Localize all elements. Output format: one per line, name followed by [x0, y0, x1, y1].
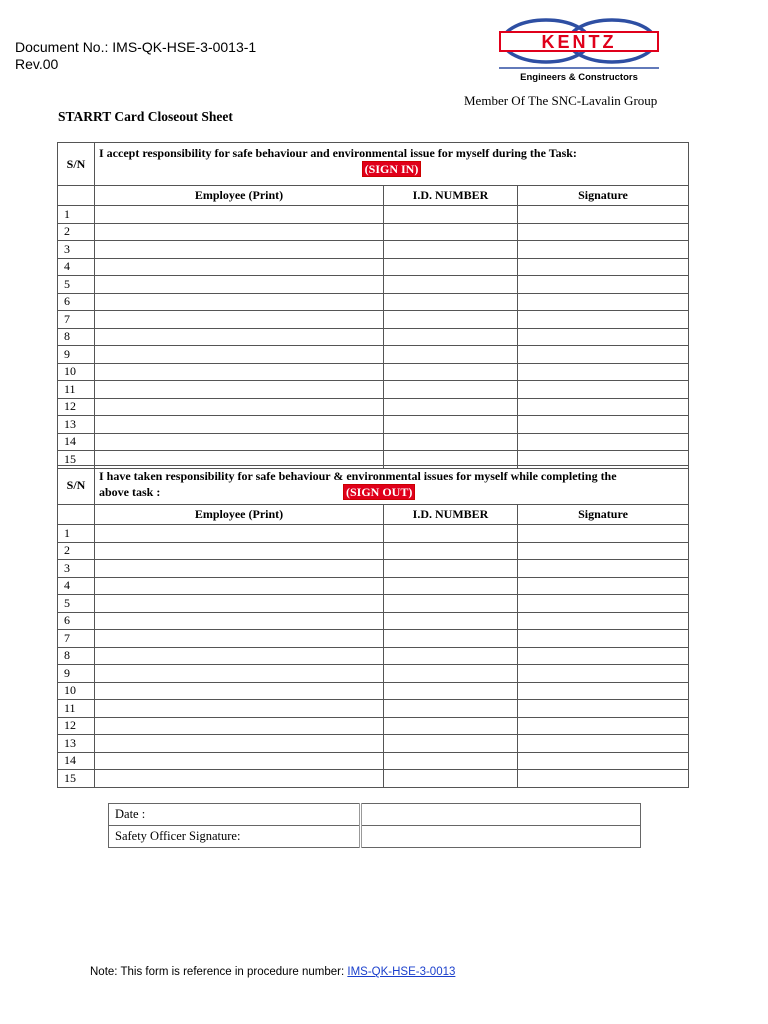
- employee-name-cell[interactable]: [95, 276, 384, 294]
- employee-name-cell[interactable]: [95, 595, 384, 613]
- employee-name-cell[interactable]: [95, 293, 384, 311]
- page-title: STARRT Card Closeout Sheet: [58, 109, 233, 124]
- signature-cell[interactable]: [518, 206, 689, 224]
- employee-name-cell[interactable]: [95, 525, 384, 543]
- table-row: [58, 293, 689, 311]
- employee-name-cell[interactable]: [95, 630, 384, 648]
- sign-in-statement: I accept responsibility for safe behaviour and environmental issue for myself during the Task:: [99, 146, 577, 160]
- id-number-cell[interactable]: [384, 682, 518, 700]
- id-number-cell[interactable]: [384, 647, 518, 665]
- sign-in-column-headers: [58, 186, 689, 206]
- id-number-cell[interactable]: [384, 223, 518, 241]
- table-row: [58, 560, 689, 578]
- id-number-cell[interactable]: [384, 398, 518, 416]
- employee-name-cell[interactable]: [95, 560, 384, 578]
- employee-name-cell[interactable]: [95, 700, 384, 718]
- table-row: [58, 752, 689, 770]
- table-row: [58, 717, 689, 735]
- signature-cell[interactable]: [518, 595, 689, 613]
- row-number: 15: [58, 770, 95, 788]
- table-row: [58, 612, 689, 630]
- id-number-cell[interactable]: [384, 630, 518, 648]
- table-row: [58, 398, 689, 416]
- table-row: [58, 700, 689, 718]
- id-number-cell[interactable]: [384, 206, 518, 224]
- table-row: [58, 682, 689, 700]
- signature-cell[interactable]: [518, 223, 689, 241]
- document-info: [15, 39, 256, 73]
- signature-cell[interactable]: [518, 542, 689, 560]
- id-number-cell[interactable]: [384, 293, 518, 311]
- signature-cell[interactable]: [518, 647, 689, 665]
- signature-cell[interactable]: [518, 630, 689, 648]
- table-row: [58, 223, 689, 241]
- id-number-cell[interactable]: [384, 665, 518, 683]
- signature-cell[interactable]: [518, 363, 689, 381]
- employee-name-cell[interactable]: [95, 717, 384, 735]
- id-number-cell[interactable]: [384, 328, 518, 346]
- employee-header: Employee (Print): [95, 505, 384, 525]
- signature-cell[interactable]: [518, 752, 689, 770]
- safety-officer-row: [109, 826, 641, 848]
- employee-name-cell[interactable]: [95, 665, 384, 683]
- id-number-cell[interactable]: [384, 612, 518, 630]
- sign-in-badge: (SIGN IN): [362, 161, 422, 177]
- signature-cell[interactable]: [518, 398, 689, 416]
- table-row: [58, 770, 689, 788]
- closeout-signature-table: [108, 803, 641, 848]
- table-row: [58, 363, 689, 381]
- table-row: [58, 346, 689, 364]
- row-number: 12: [58, 717, 95, 735]
- safety-officer-signature-label: Safety Officer Signature:: [109, 826, 361, 848]
- employee-name-cell[interactable]: [95, 433, 384, 451]
- row-number: 15: [58, 451, 95, 469]
- id-number-cell[interactable]: [384, 525, 518, 543]
- id-number-cell[interactable]: [384, 381, 518, 399]
- row-number: 11: [58, 381, 95, 399]
- sign-in-rows: [58, 206, 689, 469]
- date-field[interactable]: [361, 804, 641, 826]
- id-number-cell[interactable]: [384, 241, 518, 259]
- footer-note: [90, 966, 455, 978]
- employee-name-cell[interactable]: [95, 328, 384, 346]
- table-row: [58, 258, 689, 276]
- row-number: 5: [58, 595, 95, 613]
- row-number: 2: [58, 542, 95, 560]
- signature-cell[interactable]: [518, 577, 689, 595]
- employee-name-cell[interactable]: [95, 398, 384, 416]
- table-row: [58, 433, 689, 451]
- row-number: 4: [58, 258, 95, 276]
- table-row: [58, 630, 689, 648]
- id-number-cell[interactable]: [384, 770, 518, 788]
- table-row: [58, 381, 689, 399]
- row-number: 14: [58, 433, 95, 451]
- signature-cell[interactable]: [518, 416, 689, 434]
- signature-cell[interactable]: [518, 433, 689, 451]
- employee-name-cell[interactable]: [95, 416, 384, 434]
- employee-name-cell[interactable]: [95, 241, 384, 259]
- id-number-cell[interactable]: [384, 542, 518, 560]
- id-number-cell[interactable]: [384, 311, 518, 329]
- signature-cell[interactable]: [518, 560, 689, 578]
- id-number-header: I.D. NUMBER: [384, 505, 518, 525]
- member-of-group: Member Of The SNC-Lavalin Group: [464, 93, 658, 108]
- signature-cell[interactable]: [518, 735, 689, 753]
- sn-header: S/N: [58, 143, 95, 186]
- employee-name-cell[interactable]: [95, 223, 384, 241]
- row-number: 7: [58, 311, 95, 329]
- row-number: 3: [58, 241, 95, 259]
- employee-name-cell[interactable]: [95, 577, 384, 595]
- table-row: [58, 206, 689, 224]
- sign-in-statement-row: [58, 143, 689, 186]
- id-number-cell[interactable]: [384, 595, 518, 613]
- id-number-cell[interactable]: [384, 577, 518, 595]
- row-number: 8: [58, 328, 95, 346]
- safety-officer-signature-field[interactable]: [361, 826, 641, 848]
- sign-in-table: [57, 142, 689, 469]
- signature-cell[interactable]: [518, 258, 689, 276]
- revision: Rev.00: [15, 56, 59, 72]
- sign-out-statement-row: [58, 466, 689, 505]
- employee-header: Employee (Print): [95, 186, 384, 206]
- signature-header: Signature: [518, 186, 689, 206]
- sign-out-statement-cell: [95, 466, 689, 505]
- sign-out-badge: (SIGN OUT): [343, 484, 415, 500]
- sn-header: S/N: [58, 466, 95, 505]
- signature-cell[interactable]: [518, 770, 689, 788]
- blank-header: [58, 505, 95, 525]
- signature-cell[interactable]: [518, 241, 689, 259]
- id-number-cell[interactable]: [384, 560, 518, 578]
- signature-cell[interactable]: [518, 293, 689, 311]
- employee-name-cell[interactable]: [95, 770, 384, 788]
- row-number: 7: [58, 630, 95, 648]
- sign-out-table: [57, 465, 689, 788]
- table-row: [58, 416, 689, 434]
- date-row: [109, 804, 641, 826]
- id-number-cell[interactable]: [384, 735, 518, 753]
- row-number: 9: [58, 346, 95, 364]
- blank-header: [58, 186, 95, 206]
- row-number: 5: [58, 276, 95, 294]
- employee-name-cell[interactable]: [95, 612, 384, 630]
- row-number: 9: [58, 665, 95, 683]
- signature-cell[interactable]: [518, 525, 689, 543]
- sign-out-rows: [58, 525, 689, 788]
- row-number: 2: [58, 223, 95, 241]
- employee-name-cell[interactable]: [95, 206, 384, 224]
- signature-cell[interactable]: [518, 612, 689, 630]
- row-number: 10: [58, 363, 95, 381]
- table-row: [58, 542, 689, 560]
- id-number-cell[interactable]: [384, 752, 518, 770]
- signature-cell[interactable]: [518, 381, 689, 399]
- row-number: 1: [58, 525, 95, 543]
- row-number: 14: [58, 752, 95, 770]
- document-number: Document No.: IMS-QK-HSE-3-0013-1: [15, 39, 257, 55]
- employee-name-cell[interactable]: [95, 363, 384, 381]
- table-row: [58, 647, 689, 665]
- employee-name-cell[interactable]: [95, 542, 384, 560]
- employee-name-cell[interactable]: [95, 752, 384, 770]
- sign-out-statement-line2: above task :: [99, 485, 161, 499]
- signature-cell[interactable]: [518, 682, 689, 700]
- id-number-cell[interactable]: [384, 276, 518, 294]
- row-number: 4: [58, 577, 95, 595]
- id-number-cell[interactable]: [384, 433, 518, 451]
- table-row: [58, 577, 689, 595]
- id-number-cell[interactable]: [384, 717, 518, 735]
- employee-name-cell[interactable]: [95, 647, 384, 665]
- signature-cell[interactable]: [518, 346, 689, 364]
- id-number-cell[interactable]: [384, 258, 518, 276]
- logo-tagline: Engineers & Constructors: [520, 72, 638, 83]
- sign-out-column-headers: [58, 505, 689, 525]
- date-label: Date :: [109, 804, 361, 826]
- employee-name-cell[interactable]: [95, 682, 384, 700]
- signature-cell[interactable]: [518, 700, 689, 718]
- employee-name-cell[interactable]: [95, 381, 384, 399]
- employee-name-cell[interactable]: [95, 258, 384, 276]
- row-number: 6: [58, 293, 95, 311]
- id-number-header: I.D. NUMBER: [384, 186, 518, 206]
- table-row: [58, 665, 689, 683]
- signature-cell[interactable]: [518, 665, 689, 683]
- signature-header: Signature: [518, 505, 689, 525]
- row-number: 11: [58, 700, 95, 718]
- employee-name-cell[interactable]: [95, 735, 384, 753]
- signature-cell[interactable]: [518, 328, 689, 346]
- kentz-logo: [497, 18, 661, 84]
- row-number: 13: [58, 416, 95, 434]
- sign-out-statement-line1: I have taken responsibility for safe behaviour & environmental issues for myself while completing the: [99, 469, 617, 483]
- table-row: [58, 241, 689, 259]
- row-number: 1: [58, 206, 95, 224]
- row-number: 3: [58, 560, 95, 578]
- signature-cell[interactable]: [518, 311, 689, 329]
- table-row: [58, 735, 689, 753]
- employee-name-cell[interactable]: [95, 346, 384, 364]
- table-row: [58, 311, 689, 329]
- id-number-cell[interactable]: [384, 416, 518, 434]
- signature-cell[interactable]: [518, 717, 689, 735]
- table-row: [58, 276, 689, 294]
- note-text: Note: This form is reference in procedure number:: [90, 966, 348, 978]
- signature-cell[interactable]: [518, 276, 689, 294]
- procedure-link[interactable]: IMS-QK-HSE-3-0013: [347, 966, 456, 978]
- id-number-cell[interactable]: [384, 700, 518, 718]
- employee-name-cell[interactable]: [95, 311, 384, 329]
- table-row: [58, 328, 689, 346]
- row-number: 12: [58, 398, 95, 416]
- row-number: 8: [58, 647, 95, 665]
- table-row: [58, 525, 689, 543]
- id-number-cell[interactable]: [384, 346, 518, 364]
- id-number-cell[interactable]: [384, 363, 518, 381]
- row-number: 13: [58, 735, 95, 753]
- sign-in-statement-cell: [95, 143, 689, 186]
- row-number: 6: [58, 612, 95, 630]
- logo-wordmark: KENTZ: [541, 32, 617, 52]
- table-row: [58, 595, 689, 613]
- row-number: 10: [58, 682, 95, 700]
